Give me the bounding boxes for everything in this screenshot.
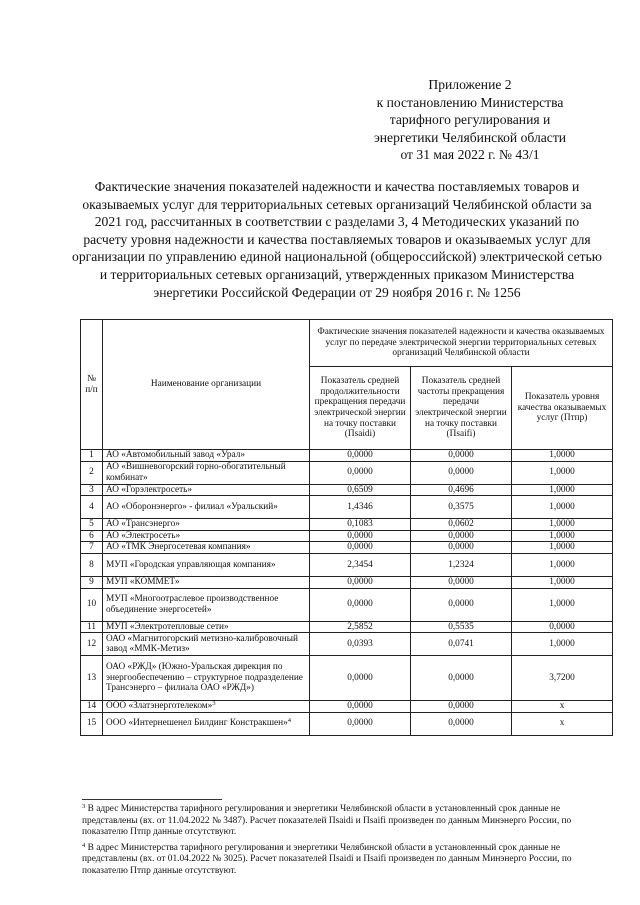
row-number-text: 15 (86, 718, 97, 729)
table-row (81, 633, 613, 656)
saifi-value-text: 0,0000 (448, 542, 474, 553)
saidi-value-text: 0,0000 (347, 542, 373, 553)
organization-name-text: АО «Электросеть» (106, 530, 181, 541)
saidi-value-text: 0,0393 (347, 638, 373, 649)
ptpr-value (512, 701, 613, 713)
appendix-header (330, 76, 610, 164)
row-number-text: 13 (86, 672, 97, 683)
saifi-value (411, 701, 512, 713)
header-saidi: Показатель средней продолжительности прекращения передачи электрической энергии на точку поставки (Пsaidi) (310, 367, 411, 450)
organization-name (103, 461, 310, 484)
table-row (81, 519, 613, 531)
organization-name (103, 450, 310, 462)
saidi-value (310, 633, 411, 656)
saifi-value-text: 0,0000 (448, 467, 474, 478)
saidi-value-text: 2,5852 (347, 621, 373, 632)
saidi-value (310, 461, 411, 484)
table-row (81, 496, 613, 519)
saifi-value-text: 0,0000 (448, 450, 474, 460)
table-row (81, 656, 613, 701)
organization-name (103, 656, 310, 701)
saidi-value (310, 484, 411, 496)
ptpr-value (512, 542, 613, 554)
organization-name-text: АО «ТМК Энергосетевая компания» (106, 542, 251, 553)
saifi-value-text: 0,5535 (448, 621, 474, 632)
ptpr-value-text: 0,0000 (549, 621, 575, 632)
saidi-value (310, 496, 411, 519)
row-number (81, 530, 103, 542)
row-number-text: 8 (89, 559, 94, 570)
saifi-value-text: 0,0000 (448, 530, 474, 541)
organization-name-text: АО «Автомобильный завод «Урал» (106, 450, 245, 460)
organization-name (103, 542, 310, 554)
saidi-value (310, 519, 411, 531)
saifi-value (411, 588, 512, 621)
saidi-value (310, 701, 411, 713)
saidi-value (310, 656, 411, 701)
organization-name-text: МУП «КОММЕТ» (106, 576, 180, 587)
organization-name-text: ОАО «РЖД» (Южно-Уральская дирекция по энергообеспечению – структурное подразделение Трансэнерго – филиала ОАО «РЖД») (106, 662, 303, 694)
row-number (81, 701, 103, 713)
saidi-value (310, 621, 411, 633)
saifi-value (411, 461, 512, 484)
footnotes (82, 799, 612, 882)
organization-name (103, 519, 310, 531)
row-number (81, 588, 103, 621)
saifi-value (411, 712, 512, 735)
row-number (81, 656, 103, 701)
saifi-value-text: 0,0000 (448, 701, 474, 712)
saidi-value-text: 0,0000 (347, 467, 373, 478)
saifi-value (411, 656, 512, 701)
organization-name-text: АО «Вишневогорский горно-обогатительный комбинат» (106, 462, 286, 483)
table-row (81, 701, 613, 713)
organization-name-text: ОАО «Магнитогорский метизно-калибровочный завод «ММК-Метиз» (106, 633, 299, 655)
appendix-line-2: к постановлению Министерства (376, 94, 564, 110)
saidi-value (310, 588, 411, 621)
appendix-line-4: энергетики Челябинской области (373, 129, 567, 145)
row-number-text: 4 (89, 501, 94, 512)
saidi-value (310, 450, 411, 462)
saifi-value-text: 0,0602 (448, 519, 474, 530)
appendix-line-1: Приложение 2 (428, 77, 512, 92)
saifi-value (411, 542, 512, 554)
row-number-text: 14 (86, 701, 97, 712)
header-saifi: Показатель средней частоты прекращения передачи электрической энергии на точку поставки (Пsaifi) (411, 367, 512, 450)
row-number (81, 461, 103, 484)
ptpr-value (512, 461, 613, 484)
organization-name (103, 588, 310, 621)
saifi-value-text: 0,4696 (448, 484, 474, 495)
ptpr-value-text: 1,0000 (549, 638, 575, 649)
saidi-value-text: 0,0000 (347, 530, 373, 541)
row-number-text: 3 (89, 484, 94, 495)
footnote-ref: 4 (287, 717, 291, 725)
ptpr-value-text: 1,0000 (549, 501, 575, 512)
ptpr-value-text: 3,7200 (549, 672, 575, 683)
header-organization: Наименование организации (103, 320, 310, 450)
table-row (81, 621, 613, 633)
header-ptpr: Показатель уровня качества оказываемых услуг (Птпр) (512, 367, 613, 450)
table-row (81, 461, 613, 484)
ptpr-value (512, 712, 613, 735)
saifi-value (411, 621, 512, 633)
row-number (81, 576, 103, 588)
row-number-text: 7 (89, 542, 94, 553)
saidi-value-text: 0,0000 (347, 576, 373, 587)
footnote-mark: 3 (82, 803, 86, 810)
saifi-value (411, 576, 512, 588)
table-row (81, 542, 613, 554)
saidi-value-text: 2,3454 (347, 559, 373, 570)
row-number-text: 11 (87, 621, 96, 632)
ptpr-value-text: 1,0000 (549, 484, 575, 495)
footnote-ref: 3 (212, 700, 216, 708)
footnote-text: В адрес Министерства тарифного регулирования и энергетики Челябинской области в установленный срок данные не представлены (вх. от 01.04.2022 № 3025). Расчет показателей Пsaidi и Пsaifi произведен по данным Минэнерго России, по показателю Птпр данные отсутствуют. (82, 842, 572, 876)
row-number (81, 519, 103, 531)
ptpr-value-text: 1,0000 (549, 576, 575, 587)
table-body (81, 450, 613, 736)
saidi-value-text: 0,0000 (347, 701, 373, 712)
ptpr-value-text: 1,0000 (549, 519, 575, 530)
table-row (81, 530, 613, 542)
header-number: № п/п (81, 320, 103, 450)
saidi-value-text: 0,1083 (347, 519, 373, 530)
table-row (81, 553, 613, 576)
row-number-text: 10 (86, 599, 97, 610)
organization-name (103, 712, 310, 735)
organization-name-text: ООО «Златэнерготелеком» (106, 701, 213, 712)
row-number-text: 9 (89, 576, 94, 587)
saidi-value (310, 530, 411, 542)
saidi-value-text: 0,0000 (347, 672, 373, 683)
organization-name-text: АО «Трансэнерго» (106, 519, 180, 530)
saidi-value (310, 553, 411, 576)
ptpr-value-text: 1,0000 (549, 467, 575, 478)
appendix-line-3: тарифного регулирования и (389, 112, 551, 127)
table-row (81, 484, 613, 496)
ptpr-value-text: х (559, 701, 565, 712)
row-number (81, 712, 103, 735)
ptpr-value (512, 530, 613, 542)
saidi-value-text: 0,0000 (347, 450, 373, 460)
saifi-value (411, 450, 512, 462)
saidi-value-text: 0,0000 (347, 599, 373, 610)
row-number (81, 542, 103, 554)
saidi-value (310, 542, 411, 554)
row-number (81, 484, 103, 496)
ptpr-value-text: 1,0000 (549, 450, 575, 460)
footnote (82, 804, 612, 839)
footnote-divider (82, 799, 222, 800)
row-number (81, 496, 103, 519)
footnote (82, 843, 612, 878)
ptpr-value-text: 1,0000 (549, 599, 575, 610)
organization-name-text: ООО «Интернешенел Билдинг Констракшен» (106, 718, 288, 729)
row-number (81, 633, 103, 656)
ptpr-value (512, 656, 613, 701)
document-title: Фактические значения показателей надежности и качества поставляемых товаров и оказываемых услуг для территориальных сетевых организаций Челябинской области за 2021 год, рассчитанных в соответствии с разделами 3, 4 Методических указаний по расчету уровня надежности и качества поставляемых товаров и оказываемых услуг для организации по управлению единой национальной (общероссийской) электрической сетью и территориальных сетевых организаций, утвержденных приказом Министерства энергетики Российской Федерации от 29 ноября 2016 г. № 1256 (72, 179, 602, 300)
saifi-value (411, 519, 512, 531)
footnote-list (82, 804, 612, 878)
row-number-text: 6 (89, 530, 94, 541)
saidi-value (310, 712, 411, 735)
saifi-value-text: 0,0000 (448, 672, 474, 683)
ptpr-value-text: 1,0000 (549, 530, 575, 541)
organization-name-text: МУП «Электротепловые сети» (106, 621, 229, 632)
saifi-value-text: 0,3575 (448, 501, 474, 512)
saifi-value (411, 496, 512, 519)
ptpr-value (512, 633, 613, 656)
ptpr-value (512, 450, 613, 462)
ptpr-value (512, 496, 613, 519)
saidi-value-text: 1,4346 (347, 501, 373, 512)
footnote-mark: 4 (82, 841, 86, 849)
organization-name (103, 530, 310, 542)
row-number (81, 450, 103, 462)
row-number-text: 2 (89, 467, 94, 478)
table-row (81, 588, 613, 621)
organization-name-text: АО «Горэлектросеть» (106, 484, 193, 495)
organization-name-text: МУП «Многоотраслевое производственное объединение энергосетей» (106, 593, 279, 615)
row-number (81, 621, 103, 633)
organization-name (103, 633, 310, 656)
appendix-line-5: от 31 мая 2022 г. № 43/1 (400, 147, 540, 162)
organization-name (103, 621, 310, 633)
saifi-value-text: 0,0000 (448, 599, 474, 610)
ptpr-value (512, 484, 613, 496)
organization-name (103, 496, 310, 519)
saifi-value-text: 1,2324 (448, 559, 474, 570)
table-row (81, 712, 613, 735)
ptpr-value-text: 1,0000 (549, 542, 575, 553)
table-row (81, 450, 613, 462)
organization-name-text: МУП «Городская управляющая компания» (106, 559, 276, 570)
saifi-value-text: 0,0000 (448, 576, 474, 587)
row-number-text: 1 (89, 450, 94, 460)
saifi-value (411, 633, 512, 656)
saifi-value (411, 530, 512, 542)
organization-name (103, 484, 310, 496)
indicators-table (80, 319, 613, 736)
header-group: Фактические значения показателей надежности и качества оказываемых услуг по передаче электрической энергии территориальных сетевых организаций Челябинской области (310, 320, 613, 367)
ptpr-value-text: х (559, 718, 565, 729)
row-number (81, 553, 103, 576)
ptpr-value (512, 588, 613, 621)
organization-name (103, 701, 310, 713)
organization-name (103, 553, 310, 576)
saifi-value (411, 484, 512, 496)
saidi-value (310, 576, 411, 588)
saidi-value-text: 0,6509 (347, 484, 373, 495)
organization-name-text: АО «Оборонэнерго» - филиал «Уральский» (106, 501, 278, 512)
ptpr-value (512, 621, 613, 633)
table-row (81, 576, 613, 588)
row-number-text: 12 (86, 638, 97, 649)
organization-name (103, 576, 310, 588)
footnote-text: В адрес Министерства тарифного регулирования и энергетики Челябинской области в установленный срок данные не представлены (вх. от 11.04.2022 № 3487). Расчет показателей Пsaidi и Пsaifi произведен по данным Минэнерго России, по показателю Птпр данные отсутствуют. (82, 804, 572, 838)
ptpr-value (512, 576, 613, 588)
saifi-value (411, 553, 512, 576)
saifi-value-text: 0,0741 (448, 638, 474, 649)
saidi-value-text: 0,0000 (347, 718, 373, 729)
ptpr-value-text: 1,0000 (549, 559, 575, 570)
row-number-text: 5 (89, 519, 94, 530)
saifi-value-text: 0,0000 (448, 718, 474, 729)
ptpr-value (512, 553, 613, 576)
ptpr-value (512, 519, 613, 531)
